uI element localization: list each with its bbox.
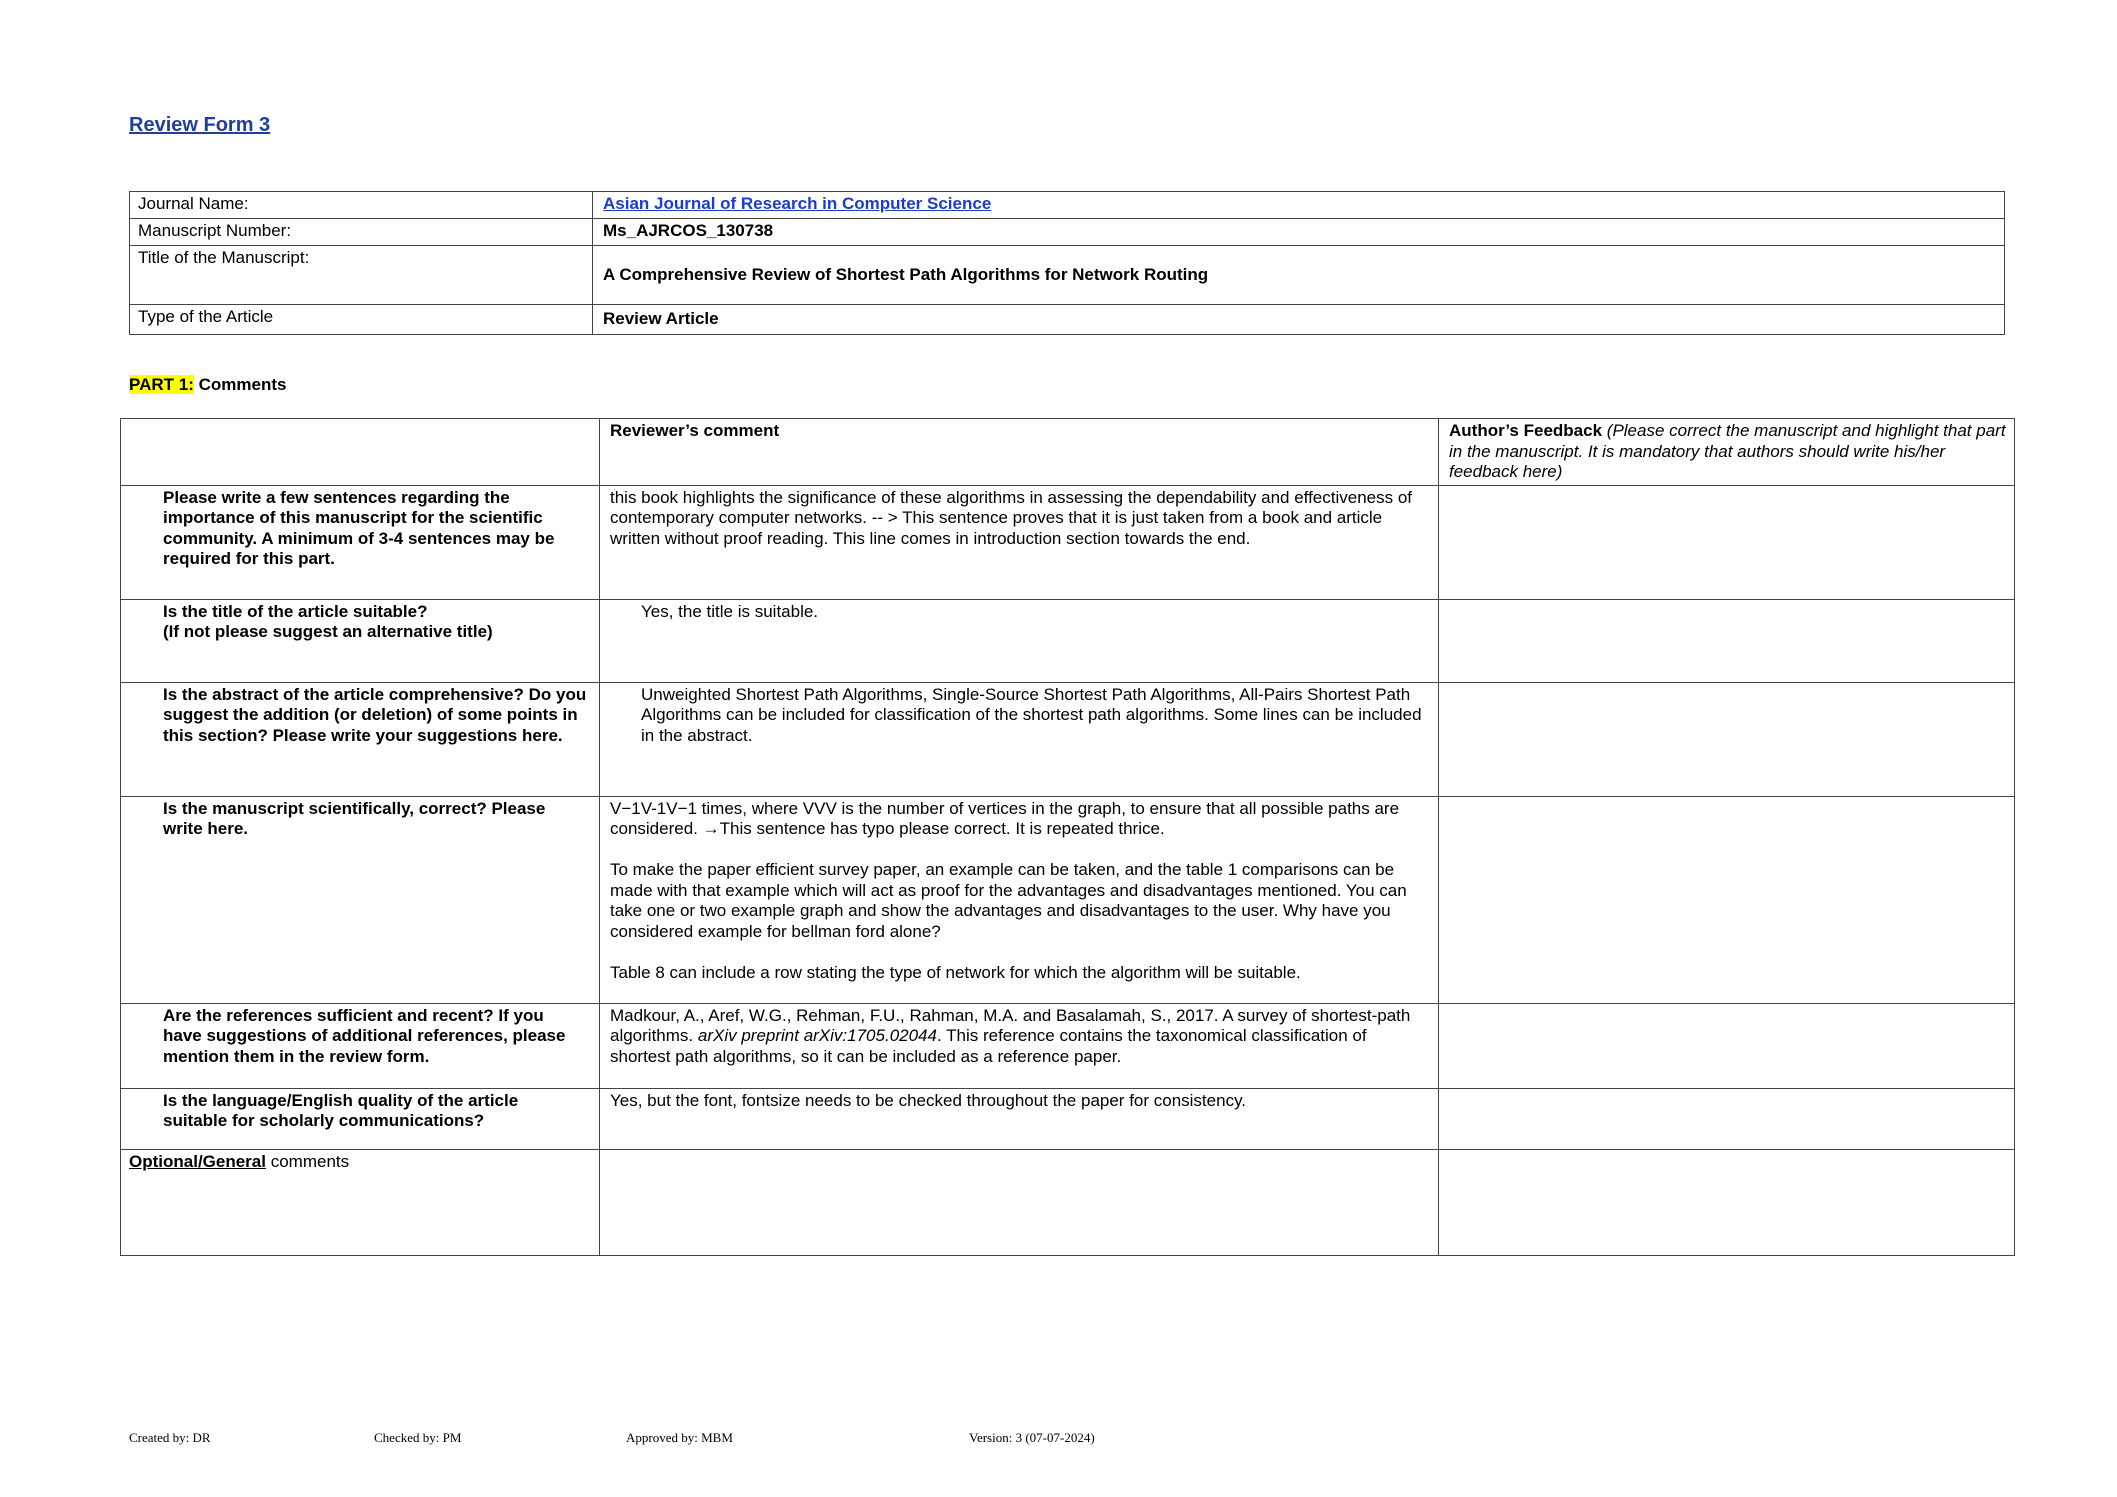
reviewer-comment[interactable] — [600, 485, 1439, 599]
form-title[interactable]: Review Form 3 — [129, 114, 271, 136]
optional-reviewer-comment[interactable] — [600, 1149, 1439, 1255]
comment-text: Yes, the title is suitable. — [641, 601, 819, 621]
question: Is the abstract of the article comprehensive? Do you suggest the addition (or deletion) of some points in this section? Please write your suggestions here. — [121, 682, 600, 796]
comment-text: Unweighted Shortest Path Algorithms, Single-Source Shortest Path Algorithms, All-Pairs Shortest Path Algorithms can be included for classification of the shortest path algorithms. Some lines can be included in the abstract. — [641, 684, 1422, 745]
part1-title: Comments — [198, 375, 287, 394]
comment-text: Table 8 can include a row stating the type of network for which the algorithm will be suitable. — [610, 962, 1301, 982]
question — [121, 599, 600, 682]
part1-label: PART 1: — [129, 375, 194, 394]
manuscript-number-value: Ms_AJRCOS_130738 — [593, 219, 2005, 246]
footer-checked: Checked by: PM — [374, 1430, 462, 1445]
author-feedback-instructions: (Please correct the manuscript and highlight that part in the manuscript. It is mandatory that authors should write his/her feedback here) — [1449, 421, 2006, 481]
author-feedback-cell[interactable] — [1439, 796, 2015, 1003]
table-row — [121, 1003, 2015, 1088]
reviewer-comment[interactable] — [600, 1003, 1439, 1088]
optional-comments-label — [121, 1149, 600, 1255]
footer-version: Version: 3 (07-07-2024) — [969, 1430, 1095, 1445]
question: Are the references sufficient and recent? If you have suggestions of additional references, please mention them in the review form. — [121, 1003, 600, 1088]
author-feedback-cell[interactable] — [1439, 485, 2015, 599]
reviewer-comment[interactable] — [600, 599, 1439, 682]
article-type-label: Type of the Article — [130, 305, 593, 335]
comments-table — [120, 418, 2015, 1256]
footer-approved: Approved by: MBM — [626, 1430, 733, 1445]
reference-note: . This reference contains the taxonomical classification of shortest path algorithms, so it can be included as a reference paper. — [610, 1026, 1367, 1066]
question: Please write a few sentences regarding the importance of this manuscript for the scientific community. A minimum of 3-4 sentences may be required for this part. — [121, 485, 600, 599]
footer-created: Created by: DR — [129, 1430, 211, 1445]
manuscript-title-value: A Comprehensive Review of Shortest Path Algorithms for Network Routing — [593, 246, 2005, 305]
table-row — [121, 682, 2015, 796]
reference-source: arXiv preprint arXiv:1705.02044 — [697, 1026, 937, 1045]
optional-author-feedback[interactable] — [1439, 1149, 2015, 1255]
journal-label: Journal Name: — [130, 192, 593, 219]
reviewer-comment[interactable] — [600, 796, 1439, 1003]
table-row — [121, 599, 2015, 682]
header-empty — [121, 419, 600, 486]
question: Is the manuscript scientifically, correct? Please write here. — [121, 796, 600, 1003]
comment-text: V−1V-1V−1 times, where VVV is the number of vertices in the graph, to ensure that all possible paths are considered. →This sentence has typo please correct. It is repeated thrice. — [610, 798, 1400, 838]
author-feedback-cell[interactable] — [1439, 682, 2015, 796]
article-type-value: Review Article — [593, 305, 2005, 335]
table-row — [121, 485, 2015, 599]
author-feedback-cell[interactable] — [1439, 1003, 2015, 1088]
comments-word: comments — [265, 1151, 350, 1171]
comment-text: this book highlights the significance of these algorithms in assessing the dependability and effectiveness of contemporary computer networks. -- > This sentence proves that it is just taken from a book and article written without proof reading. This line comes in introduction section towards the end. — [610, 487, 1413, 548]
question: Is the language/English quality of the article suitable for scholarly communications? — [121, 1088, 600, 1149]
question-line: (If not please suggest an alternative title) — [163, 622, 493, 641]
comment-text: To make the paper efficient survey paper, an example can be taken, and the table 1 comparisons can be made with that example which will act as proof for the advantages and disadvantages mentioned. You can take one or two example graph and show the advantages and disadvantages to the user. Why have you considered example for bellman ford alone? — [610, 860, 1407, 941]
comment-text: Yes, but the font, fontsize needs to be checked throughout the paper for consistency. — [610, 1090, 1247, 1110]
part1-heading — [129, 375, 286, 395]
manuscript-title-label: Title of the Manuscript: — [130, 246, 593, 305]
author-feedback-cell[interactable] — [1439, 1088, 2015, 1149]
reviewer-comment[interactable] — [600, 1088, 1439, 1149]
header-reviewer-comment: Reviewer’s comment — [600, 419, 1439, 486]
journal-link[interactable]: Asian Journal of Research in Computer Science — [603, 194, 992, 213]
header-author-feedback — [1439, 419, 2015, 486]
optional-comments-row — [121, 1149, 2015, 1255]
author-feedback-cell[interactable] — [1439, 599, 2015, 682]
manuscript-info-table — [129, 191, 2005, 335]
question-line: Is the title of the article suitable? — [163, 601, 428, 621]
optional-general-label: Optional/General — [129, 1151, 266, 1171]
reference-text: Madkour, A., Aref, W.G., Rehman, F.U., Rahman, M.A. and Basalamah, S., 2017. A survey of shortest-path algorithms. — [610, 1005, 1411, 1045]
reviewer-comment[interactable] — [600, 682, 1439, 796]
manuscript-number-label: Manuscript Number: — [130, 219, 593, 246]
table-row — [121, 1088, 2015, 1149]
author-feedback-title: Author’s Feedback — [1449, 421, 1603, 440]
table-row — [121, 796, 2015, 1003]
